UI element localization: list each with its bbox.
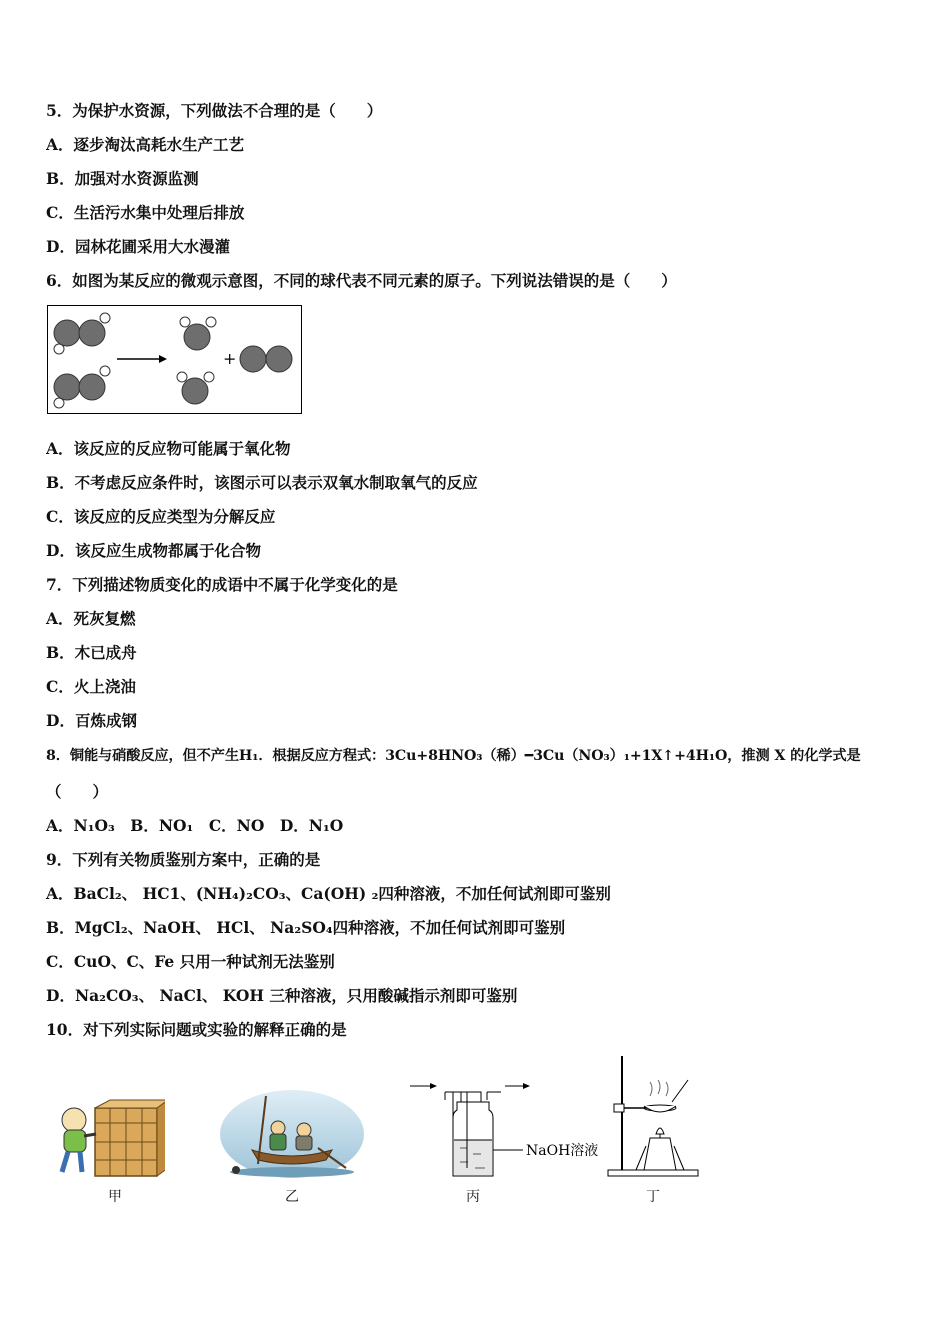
- q6-option-b[interactable]: B．不考虑反应条件时，该图示可以表示双氧水制取氧气的反应: [46, 473, 478, 492]
- q5-option-d[interactable]: D．园林花圃采用大水漫灌: [46, 237, 230, 256]
- q8-answer-paren: （ ）: [46, 782, 109, 801]
- caption-yi: 乙: [285, 1189, 299, 1205]
- figure-yi-boat: [218, 1088, 366, 1180]
- q7-option-a[interactable]: A．死灰复燃: [46, 609, 136, 628]
- q7-option-d[interactable]: D．百炼成钢: [46, 711, 137, 730]
- q9-option-d[interactable]: D．Na₂CO₃、 NaCl、 KOH 三种溶液，只用酸碱指示剂即可鉴别: [46, 986, 518, 1005]
- q5-option-c[interactable]: C．生活污水集中处理后排放: [46, 203, 245, 222]
- plus-sign: +: [223, 349, 237, 368]
- figure-bing-wash-bottle: [405, 1078, 605, 1182]
- naoh-solution-label: NaOH溶液: [526, 1143, 599, 1159]
- q5-option-b[interactable]: B．加强对水资源监测: [46, 169, 199, 188]
- q9-option-c[interactable]: C．CuO、C、Fe 只用一种试剂无法鉴别: [46, 952, 335, 971]
- q9-option-b[interactable]: B．MgCl₂、NaOH、 HCl、 Na₂SO₄四种溶液，不加任何试剂即可鉴别: [46, 918, 566, 937]
- q7-option-c[interactable]: C．火上浇油: [46, 677, 136, 696]
- q6-option-a[interactable]: A．该反应的反应物可能属于氧化物: [46, 439, 291, 458]
- q5-option-a[interactable]: A．逐步淘汰高耗水生产工艺: [46, 135, 245, 154]
- q8-options[interactable]: A．N₁O₃ B．NO₁ C．NO D．N₁O: [46, 816, 344, 835]
- figure-ding-iron-stand: [600, 1052, 710, 1182]
- q9-stem: 9．下列有关物质鉴别方案中，正确的是: [46, 850, 321, 869]
- q9-option-a[interactable]: A．BaCl₂、 HC1、(NH₄)₂CO₃、Ca(OH) ₂四种溶液，不加任何试剂即可鉴别: [46, 884, 611, 903]
- q6-stem: 6．如图为某反应的微观示意图，不同的球代表不同元素的原子。下列说法错误的是（ ）: [46, 271, 677, 290]
- reaction-diagram: [47, 305, 303, 415]
- q10-stem: 10．对下列实际问题或实验的解释正确的是: [46, 1020, 347, 1039]
- q6-option-c[interactable]: C．该反应的反应类型为分解反应: [46, 507, 276, 526]
- q8-stem: 8．铜能与硝酸反应，但不产生H₁．根据反应方程式：3Cu+8HNO₃（稀）━3Cu（NO₃）₁+1X↑+4H₁O，推测 X 的化学式是: [46, 748, 861, 764]
- caption-jia: 甲: [108, 1189, 122, 1205]
- caption-ding: 丁: [646, 1189, 660, 1205]
- q5-stem: 5．为保护水资源，下列做法不合理的是（ ）: [46, 101, 383, 120]
- caption-bing: 丙: [466, 1189, 480, 1205]
- q7-option-b[interactable]: B．木已成舟: [46, 643, 137, 662]
- q6-option-d[interactable]: D．该反应生成物都属于化合物: [46, 541, 261, 560]
- q7-stem: 7．下列描述物质变化的成语中不属于化学变化的是: [46, 575, 398, 594]
- figure-jia-person-pushing-box: [50, 1098, 165, 1180]
